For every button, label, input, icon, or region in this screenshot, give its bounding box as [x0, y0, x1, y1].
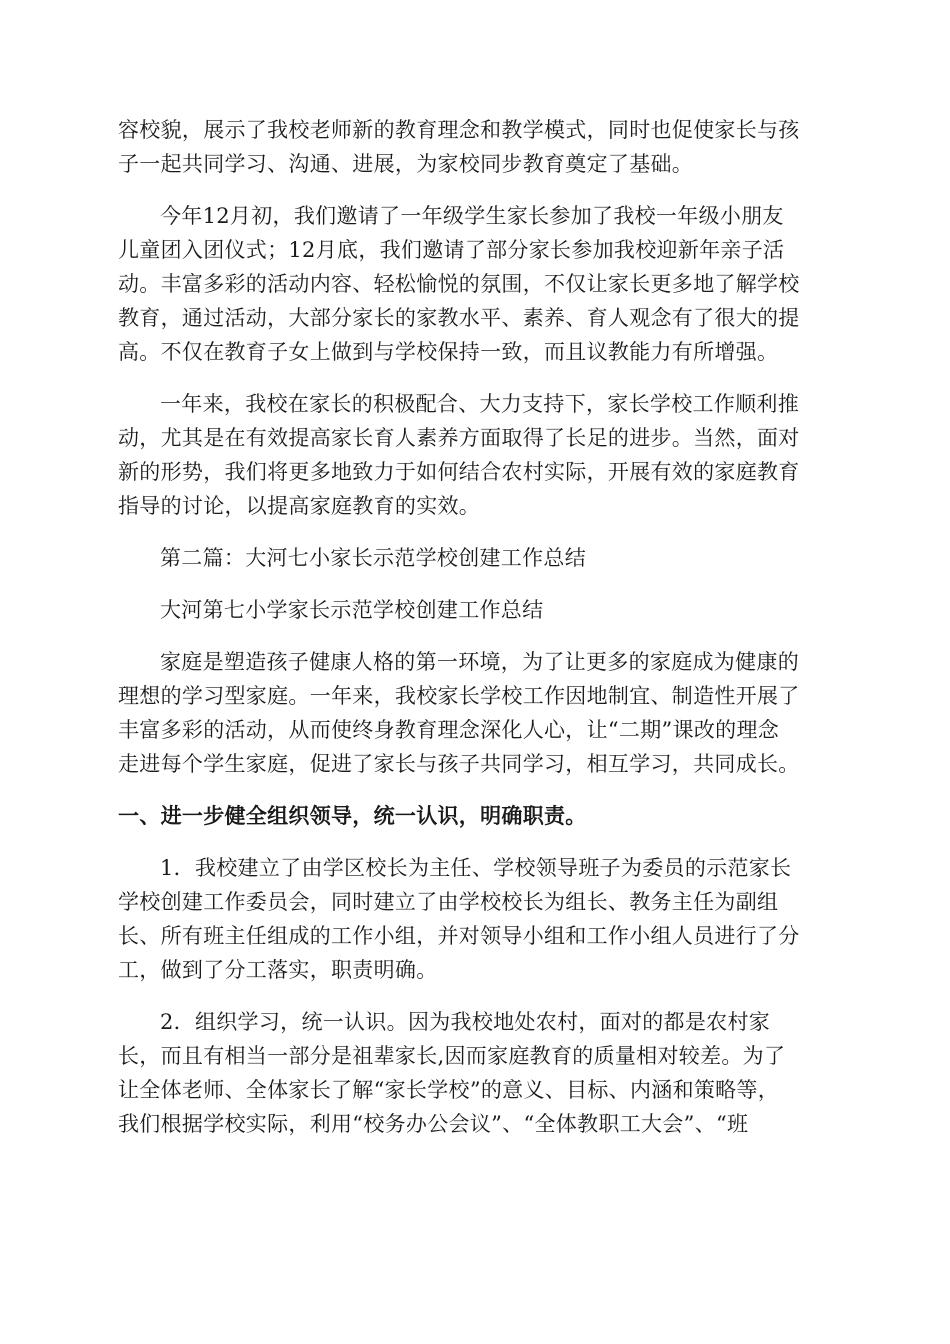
- paragraph-line: 指导的讨论，以提高家庭教育的实效。: [118, 494, 481, 518]
- document-page: [118, 113, 834, 1159]
- paragraph-5: [118, 851, 834, 987]
- paragraph-line: 一年来，我校在家长的积极配合、大力支持下，家长学校工作顺利推: [160, 392, 799, 416]
- section-heading-1: 一、进一步健全组织领导，统一认识，明确职责。: [118, 804, 587, 828]
- paragraph-line: 理想的学习型家庭。一年来，我校家长学校工作因地制宜、制造性开展了: [118, 684, 800, 708]
- paragraph-line: 高。不仅在教育子女上做到与学校保持一致，而且议教能力有所增强。: [118, 340, 779, 364]
- paragraph-line: 动，尤其是在有效提高家长育人素养方面取得了长足的进步。当然，面对: [118, 426, 800, 450]
- paragraph-line: 今年12月初，我们邀请了一年级学生家长参加了我校一年级小朋友: [160, 204, 784, 228]
- paragraph-line: 让全体老师、全体家长了解“家长学校”的意义、目标、内涵和策略等，: [118, 1078, 780, 1102]
- paragraph-line: 丰富多彩的活动，从而使终身教育理念深化人心，让“二期”课改的理念: [118, 718, 780, 742]
- paragraph-line: 家庭是塑造孩子健康人格的第一环境，为了让更多的家庭成为健康的: [160, 650, 799, 674]
- paragraph-line: 儿童团入团仪式；12月底，我们邀请了部分家长参加我校迎新年亲子活: [118, 238, 785, 262]
- paragraph-line: 工，做到了分工落实，职责明确。: [118, 958, 438, 982]
- paragraph-6: [118, 1005, 834, 1141]
- paragraph-1: [118, 113, 834, 181]
- paragraph-line: 教育，通过活动，大部分家长的家教水平、素养、育人观念有了很大的提: [118, 306, 800, 330]
- paragraph-line: 2．组织学习，统一认识。因为我校地处农村，面对的都是农村家: [160, 1010, 771, 1034]
- paragraph-line: 子一起共同学习、沟通、进展，为家校同步教育奠定了基础。: [118, 152, 694, 176]
- document-title: 大河第七小学家长示范学校创建工作总结: [160, 598, 544, 622]
- paragraph-line: 容校貌，展示了我校老师新的教育理念和教学模式，同时也促使家长与孩: [118, 118, 800, 142]
- paragraph-3: [118, 387, 834, 523]
- paragraph-line: 长、所有班主任组成的工作小组，并对领导小组和工作小组人员进行了分: [118, 924, 800, 948]
- section-title: 第二篇：大河七小家长示范学校创建工作总结: [160, 546, 586, 570]
- paragraph-line: 长，而且有相当一部分是祖辈家长,因而家庭教育的质量相对较差。为了: [118, 1044, 786, 1068]
- paragraph-line: 1．我校建立了由学区校长为主任、学校领导班子为委员的示范家长: [160, 856, 792, 880]
- paragraph-line: 新的形势，我们将更多地致力于如何结合农村实际，开展有效的家庭教育: [118, 460, 800, 484]
- paragraph-line: 动。丰富多彩的活动内容、轻松愉悦的氛围，不仅让家长更多地了解学校: [118, 272, 800, 296]
- paragraph-line: 走进每个学生家庭，促进了家长与孩子共同学习，相互学习，共同成长。: [118, 752, 800, 776]
- paragraph-line: 学校创建工作委员会，同时建立了由学校校长为组长、教务主任为副组: [118, 890, 779, 914]
- paragraph-2: [118, 199, 834, 369]
- paragraph-line: 我们根据学校实际，利用“校务办公会议”、“全体教职工大会”、“班: [118, 1112, 749, 1136]
- paragraph-4: [118, 645, 834, 781]
